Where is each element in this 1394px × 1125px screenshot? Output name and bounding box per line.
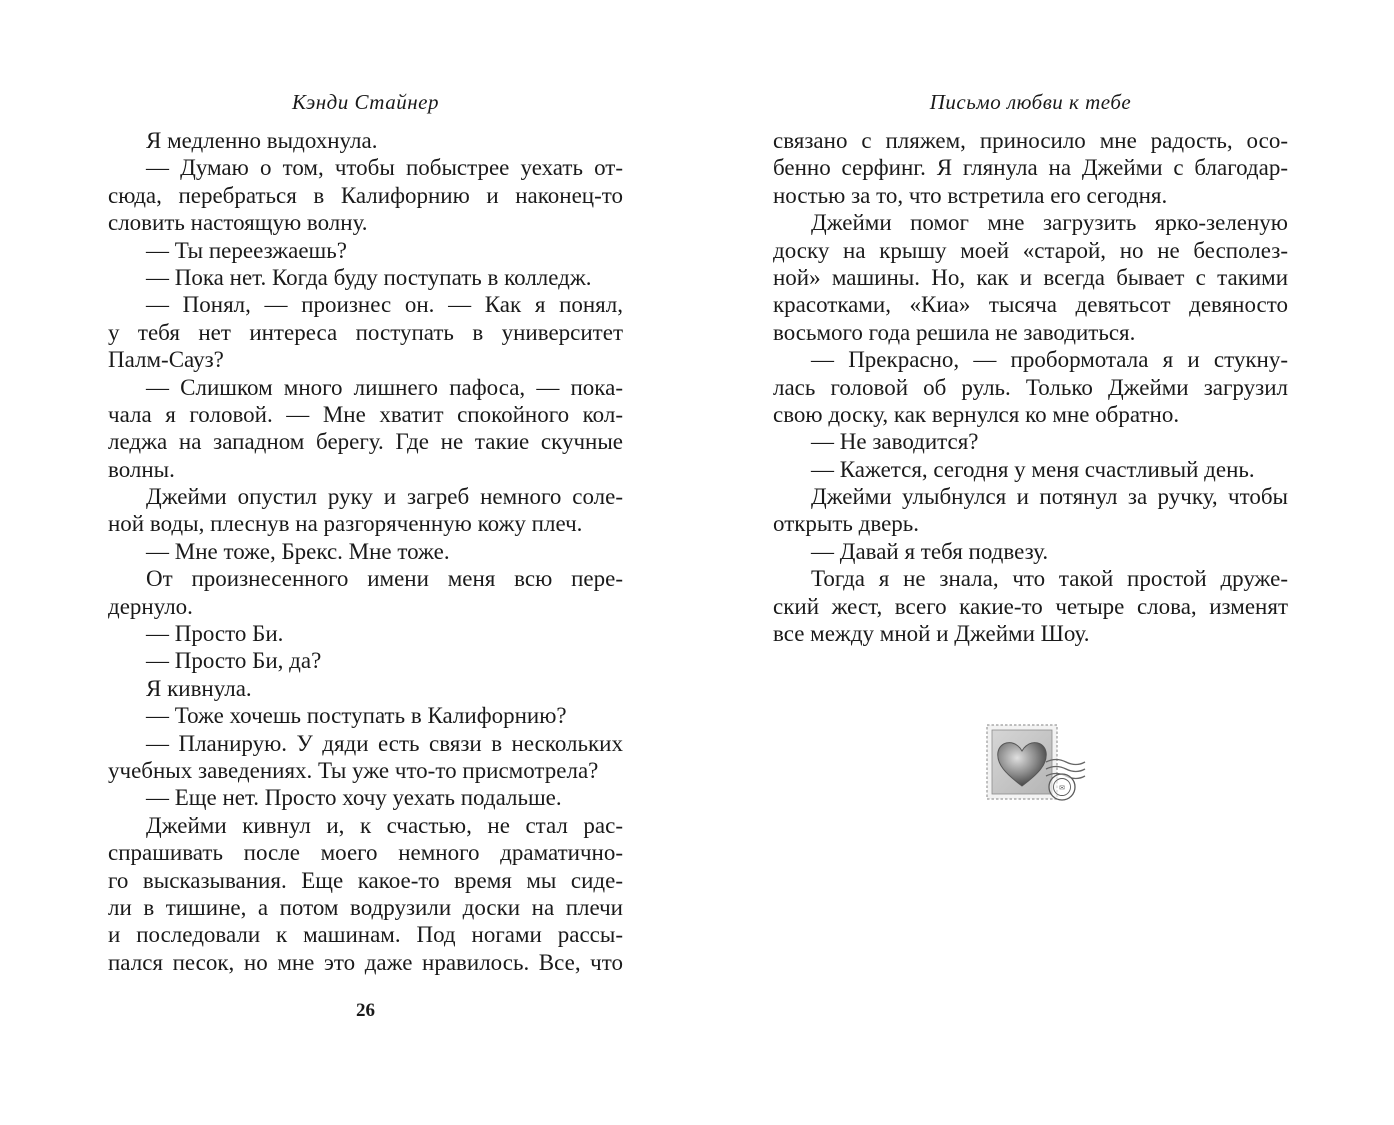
right-running-head: Письмо любви к тебе	[929, 90, 1132, 114]
text-line: связано с пляжем, приносило мне радость, осо-	[773, 128, 1288, 153]
text-line: восьмого года решила не заводиться.	[773, 319, 1136, 345]
text-line: ной» машины. Но, как и всегда бывает с такими	[773, 264, 1288, 290]
text-line: Я медленно выдохнула.	[146, 128, 378, 153]
text-line: открыть дверь.	[773, 511, 920, 537]
text-line: красотками, «Киа» тысяча девятьсот девяносто	[773, 292, 1288, 318]
text-line: — Планирую. У дяди есть связи в нескольких	[146, 730, 623, 756]
text-line: — Просто Би.	[146, 621, 284, 647]
text-line: Джейми кивнул и, к счастью, не стал рас-	[146, 812, 623, 838]
right-page	[773, 0, 1288, 1125]
text-line: Джейми опустил руку и загреб немного соле-	[146, 484, 623, 510]
text-line: ский жест, всего какие-то четыре слова, изменят	[773, 593, 1288, 619]
text-line: пался песок, но мне это даже нравилось. Все, что	[108, 949, 623, 975]
text-line: леджа на западном берегу. Где не такие скучные	[108, 429, 623, 455]
svg-text:✉: ✉	[1059, 784, 1065, 792]
text-line: — Пока нет. Когда буду поступать в колледж.	[146, 264, 592, 290]
text-line: — Мне тоже, Брекс. Мне тоже.	[146, 538, 450, 564]
text-line: — Кажется, сегодня у меня счастливый день.	[811, 456, 1255, 482]
text-line: — Ты переезжаешь?	[146, 237, 347, 263]
text-line: го высказывания. Еще какое-то время мы сиде-	[108, 867, 623, 893]
text-line: Джейми помог мне загрузить ярко-зеленую	[811, 210, 1288, 236]
text-line: спрашивать после моего немного драматично-	[108, 840, 623, 866]
text-line: — Тоже хочешь поступать в Калифорнию?	[146, 703, 567, 729]
text-line: От произнесенного имени меня всю пере-	[146, 566, 623, 592]
text-line: — Понял, — произнес он. — Как я понял,	[146, 292, 623, 318]
text-line: Я кивнула.	[146, 675, 252, 701]
text-line: и последовали к машинам. Под ногами рассы-	[108, 922, 623, 948]
text-line: у тебя нет интереса поступать в университет	[108, 319, 623, 345]
text-line: — Не заводится?	[811, 429, 979, 455]
left-body-text	[108, 127, 623, 976]
text-line: ной воды, плеснув на разгоряченную кожу плеч.	[108, 511, 583, 537]
text-line: свою доску, как вернулся ко мне обратно.	[773, 401, 1180, 427]
text-line: сюда, перебраться в Калифорнию и наконец-то	[108, 182, 623, 208]
right-body-text	[773, 127, 1288, 647]
text-line: доску на крышу моей «старой, но не бесполез-	[773, 237, 1288, 263]
text-line: волны.	[108, 456, 175, 482]
text-line: Джейми улыбнулся и потянул за ручку, чтобы	[811, 484, 1288, 510]
text-line: все между мной и Джейми Шоу.	[773, 621, 1090, 647]
text-line: бенно серфинг. Я глянула на Джейми с благодар-	[773, 155, 1288, 181]
text-line: чала я головой. — Мне хватит спокойного кол-	[108, 401, 623, 427]
text-line: учебных заведениях. Ты уже что-то присмотрела?	[108, 757, 599, 783]
text-line: — Давай я тебя подвезу.	[811, 538, 1049, 564]
text-line: — Думаю о том, чтобы побыстрее уехать от-	[146, 155, 623, 181]
text-line: дернуло.	[108, 593, 193, 619]
text-line: Палм-Сауз?	[108, 347, 224, 373]
text-line: лась головой об руль. Только Джейми загрузил	[773, 374, 1288, 400]
text-line: — Слишком много лишнего пафоса, — пока-	[146, 374, 623, 400]
left-running-head: Кэнди Стайнер	[292, 90, 439, 114]
text-line: — Просто Би, да?	[146, 648, 322, 674]
text-line: ли в тишине, а потом водрузили доски на плечи	[108, 894, 623, 920]
page-number: 26	[356, 1000, 375, 1021]
heart-postage-stamp-icon	[986, 724, 1086, 806]
text-line: — Еще нет. Просто хочу уехать подальше.	[146, 785, 562, 811]
text-line: ностью за то, что встретила его сегодня.	[773, 182, 1168, 208]
text-line: словить настоящую волну.	[108, 210, 368, 236]
text-line: — Прекрасно, — пробормотала я и стукну-	[811, 347, 1288, 373]
text-line: Тогда я не знала, что такой простой друже-	[811, 566, 1288, 592]
left-page	[108, 0, 623, 1125]
